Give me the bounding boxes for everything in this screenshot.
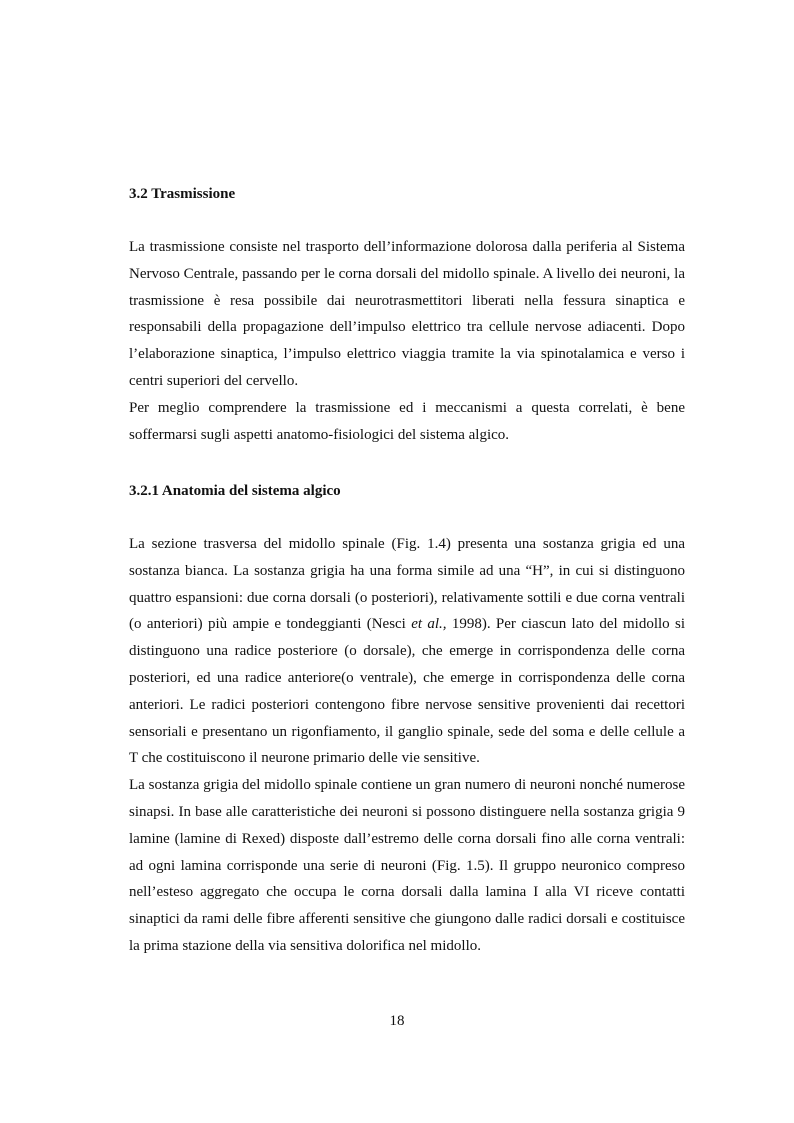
- subsection-paragraph-2: La sostanza grigia del midollo spinale contiene un gran numero di neuroni nonché numerose sinapsi. In base alle caratteristiche dei neuroni si possono distinguere nella sostanza grigia 9 lamine (lamine di Rexed) disposte dall’estremo delle corna dorsali fino alle corna ventrali: ad ogni lamina corrisponde una serie di neuroni (Fig. 1.5). Il gruppo neuronico compreso nell’esteso aggregato che occupa le corna dorsali dalla lamina I alla VI riceve contatti sinaptici da rami delle fibre afferenti sensitive che giungono dalle radici dorsali e costituisce la prima stazione della via sensitiva dolorifica nel midollo.: [129, 777, 685, 954]
- section-paragraph-1: La trasmissione consiste nel trasporto dell’informazione dolorosa dalla periferia al Sistema Nervoso Centrale, passando per le corna dorsali del midollo spinale. A livello dei neuroni, la trasmissione è resa possibile dai neurotrasmettitori liberati nella fessura sinaptica e responsabili della propagazione dell’impulso elettrico tra cellule nervose adiacenti. Dopo l’elaborazione sinaptica, l’impulso elettrico viaggia tramite la via spinotalamica e verso i centri superiori del cervello.: [129, 239, 685, 389]
- subsection-title: 3.2.1 Anatomia del sistema algico: [129, 483, 341, 499]
- section-paragraph-2: Per meglio comprendere la trasmissione ed i meccanismi a questa correlati, è bene soffermarsi sugli aspetti anatomo-fisiologici del sistema algico.: [129, 399, 685, 443]
- citation-et-al: et al.,: [411, 616, 447, 633]
- subsection-paragraph-1: [129, 531, 685, 772]
- page-number: 18: [389, 1013, 405, 1029]
- paragraph-text-after-citation: 1998). Per ciascun lato del midollo si distinguono una radice posteriore (o dorsale), che emerge in corrispondenza delle corna posteriori, ed una radice anteriore(o ventrale), che emerge in corrispondenza delle corna anteriori. Le radici posteriori contengono fibre nervose sensitive provenienti dai recettori sensoriali e presentano un rigonfiamento, il ganglio spinale, sede del soma e delle cellule a T che costituiscono il neurone primario delle vie sensitive.: [129, 616, 685, 767]
- paragraph-text-before-citation: La sezione trasversa del midollo spinale (Fig. 1.4) presenta una sostanza grigia ed una sostanza bianca. La sostanza grigia ha una forma simile ad una “H”, in cui si distinguono quattro espansioni: due corna dorsali (o posteriori), relativamente sottili e due corna ventrali (o anteriori) più ampie e tondeggianti (Nesci: [129, 536, 685, 633]
- subsection-body: [129, 531, 685, 960]
- section-title: 3.2 Trasmissione: [129, 186, 236, 202]
- section-body: [129, 234, 685, 448]
